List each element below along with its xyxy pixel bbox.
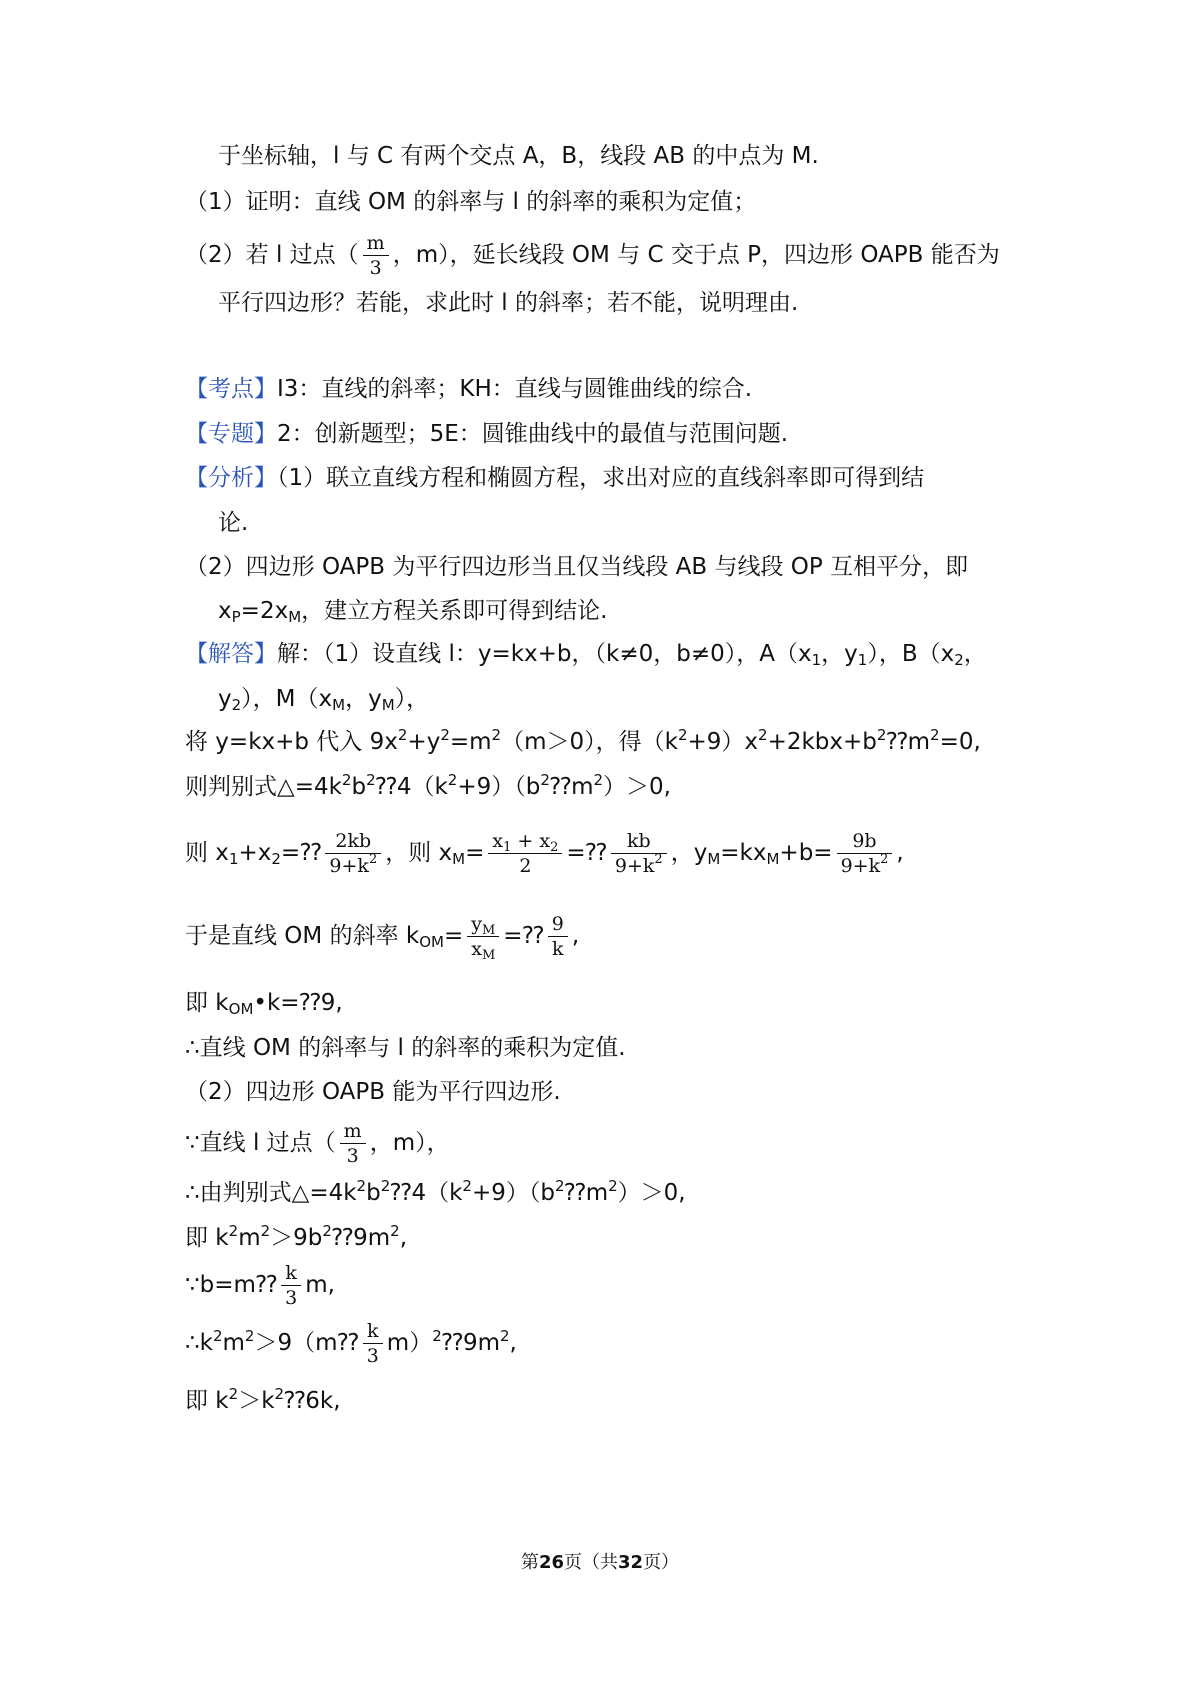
page-footer: 第26页（共32页）: [520, 1552, 680, 1573]
jieda-line-8: ∴直线 OM 的斜率与 l 的斜率的乘积为定值.: [185, 1035, 626, 1061]
jieda-line-5: 则 $x_1+x_2=⁇$ $\frac{2kb}{9+k^2}$ ，则 $x_M=$ $\frac{x_1 + x_2}{2}$ =⁇ $\frac{kb}{9+k^2}$ ，$y_M=kx_M+b=$ $\frac{9b}{9+k^2}$ ,: [185, 830, 904, 877]
jieda-line-10: ∵直线 l 过点（ $\frac{m}{3}$ ，m），: [185, 1120, 450, 1167]
jieda-line-3: 将 y=kx+b 代入 $9x^2+y^2=m^2(m>0)$，得$(k^2+9)x^2+2kbx+b^2⁇m^2=0$,: [185, 726, 981, 755]
fenxi-tag: 【分析】: [185, 465, 277, 491]
jieda-line-7: 即 $k_{OM}•k=⁇9$,: [185, 990, 343, 1018]
fraction-m-over-3-b: $\frac{m}{3}$: [340, 1120, 366, 1167]
jieda-line-4: 则判别式$\triangle=4k^2b^2⁇4(k^2+9)(b^2⁇m^2)>0$,: [185, 771, 671, 800]
fraction-k-over-3: $\frac{k}{3}$: [281, 1262, 301, 1309]
zhuanti-line: 【专题】2：创新题型；5E：圆锥曲线中的最值与范围问题.: [185, 421, 789, 447]
fenxi-line-2: 论.: [218, 510, 249, 536]
kaodian-tag: 【考点】: [185, 376, 277, 402]
jieda-line-12: 即 $k^2m^2>9b^2⁇9m^2$,: [185, 1222, 408, 1251]
jieda-line-11: ∴由判别式$\triangle=4k^2b^2⁇4(k^2+9)(b^2⁇m^2)>0$,: [185, 1177, 686, 1206]
kaodian-line: 【考点】I3：直线的斜率；KH：直线与圆锥曲线的综合.: [185, 376, 753, 402]
jieda-line-6: 于是直线 OM 的斜率 $k_{OM}=$ $\frac{y_M}{x_M}$ =⁇ $\frac{9}{k}$ ,: [185, 913, 580, 963]
fraction-m-over-3: $\frac{m}{3}$: [363, 232, 389, 279]
fenxi-line-1: 【分析】（1）联立直线方程和椭圆方程，求出对应的直线斜率即可得到结: [185, 465, 925, 491]
problem-line-2: （1）证明：直线 OM 的斜率与 l 的斜率的乘积为定值；: [185, 189, 757, 215]
page-number: 26: [538, 1552, 564, 1573]
fraction-2kb: $\frac{2kb}{9+k^2}$: [325, 830, 381, 877]
problem-line-4: 平行四边形？若能，求此时 l 的斜率；若不能，说明理由.: [218, 290, 799, 316]
jieda-line-2: $y_2$），$M(x_M$，$y_M$），: [218, 686, 430, 714]
fraction-kb: $\frac{kb}{9+k^2}$: [611, 830, 667, 877]
jieda-line-15: 即 $k^2>k^2⁇6k$,: [185, 1385, 341, 1414]
fraction-x-sum: $\frac{x_1 + x_2}{2}$: [488, 830, 562, 877]
problem-line-1: 于坐标轴，l 与 C 有两个交点 A，B，线段 AB 的中点为 M.: [218, 143, 819, 169]
fenxi-line-4: $x_P=2x_M$，建立方程关系即可得到结论.: [218, 598, 608, 626]
jieda-line-1: 【解答】解：（1）设直线 l：y=kx+b，（k≠0，b≠0），$A(x_1$，$y_1$），$B(x_2$，: [185, 641, 987, 669]
fraction-9-over-k: $\frac{9}{k}$: [548, 913, 568, 960]
page-total: 32: [618, 1552, 644, 1573]
jieda-line-9: （2）四边形 OAPB 能为平行四边形.: [185, 1079, 561, 1105]
problem-line-3: （2）若 l 过点（ $\frac{m}{3}$ ，m），延长线段 OM 与 C 交于点 P，四边形 OAPB 能否为: [185, 232, 1000, 279]
jieda-line-13: ∵b=m⁇ $\frac{k}{3}$ m,: [185, 1262, 335, 1309]
fenxi-line-3: （2）四边形 OAPB 为平行四边形当且仅当线段 AB 与线段 OP 互相平分，即: [185, 554, 969, 580]
fraction-9b: $\frac{9b}{9+k^2}$: [837, 830, 893, 877]
fraction-yM-over-xM: $\frac{y_M}{x_M}$: [467, 913, 499, 960]
fraction-k-over-3-b: $\frac{k}{3}$: [363, 1320, 383, 1367]
zhuanti-tag: 【专题】: [185, 421, 277, 447]
jieda-tag: 【解答】: [185, 641, 277, 667]
jieda-line-14: $\therefore k^2m^2>9(m⁇$ $\frac{k}{3}$ $m)^2⁇9m^2$,: [185, 1320, 517, 1367]
